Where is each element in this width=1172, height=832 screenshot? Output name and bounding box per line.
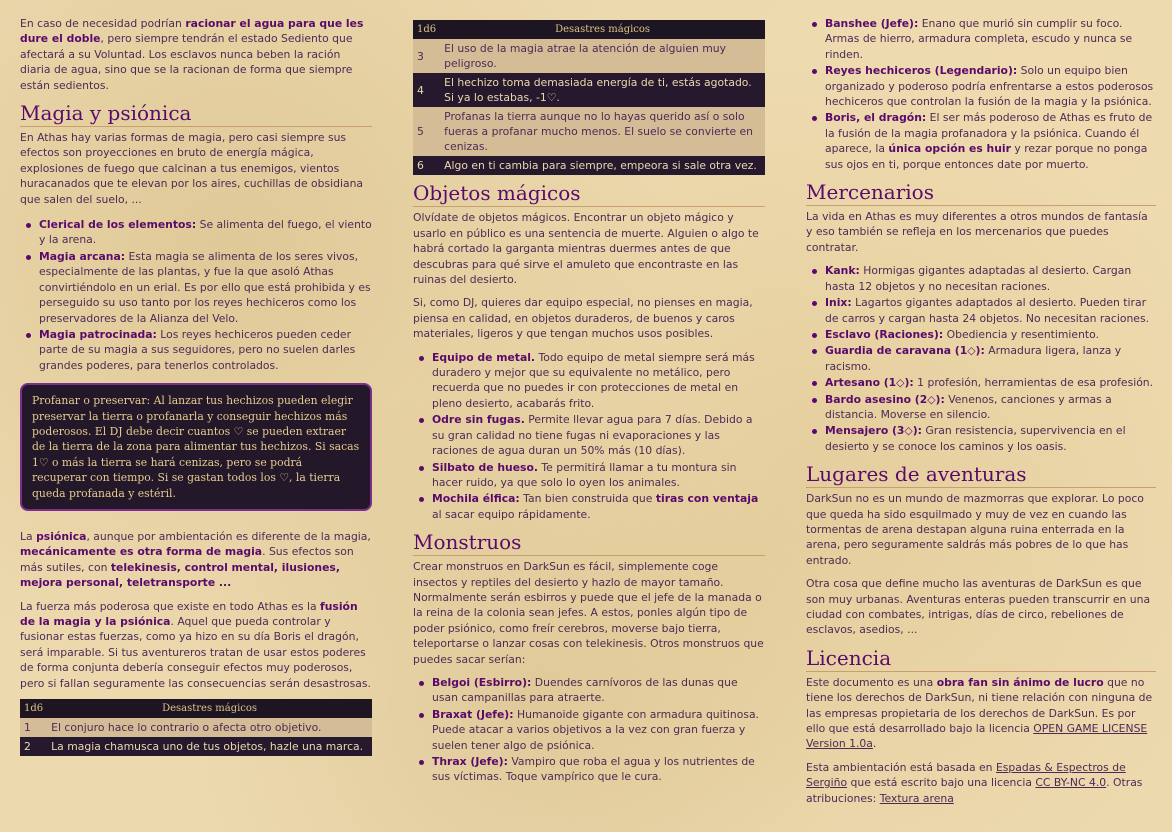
heading-magic-items: Objetos mágicos — [413, 181, 765, 207]
list-item — [825, 295, 1156, 326]
item-text: Enano que murió sin cumplir su foco. Armas de hierro, armadura completa, escudo y nunca se rinden. — [825, 17, 1133, 61]
table-cell-effect: El uso de la magia atrae la atención de alguien muy peligroso. — [440, 39, 765, 73]
item-title: Belgoi (Esbirro): — [432, 675, 532, 689]
column-2 — [413, 20, 765, 793]
list-item — [825, 110, 1156, 172]
table-cell-roll: 4 — [413, 73, 440, 107]
mercenaries-list — [806, 263, 1156, 454]
bold-text: racionar el agua para que les dure el doble — [20, 17, 364, 46]
item-title: Magia arcana: — [39, 249, 126, 263]
item-text: Solo un equipo bien organizado y poderoso podría enfrentarse a estos poderosos hechiceros que controlan la fusión de la magia y la psiónica. — [825, 64, 1154, 109]
fusion-paragraph — [20, 599, 372, 691]
text: La fuerza más poderosa que existe en todo Athas es la — [20, 599, 321, 613]
table-cell-roll: 3 — [413, 39, 440, 73]
list-item — [825, 63, 1156, 109]
list-item — [432, 350, 765, 412]
item-title: Mochila élfica: — [432, 492, 520, 506]
item-text: Se alimenta del fuego, el viento y la arena. — [39, 218, 372, 247]
item-title: Odre sin fugas. — [432, 413, 525, 427]
item-title: Esclavo (Raciones): — [825, 327, 944, 341]
heading-monsters: Monstruos — [413, 530, 765, 556]
table-row — [20, 718, 372, 737]
cc-license-link[interactable]: CC BY-NC 4.0 — [1035, 776, 1107, 790]
text: Esta ambientación está basada en — [806, 760, 996, 774]
callout-text: Al lanzar tus hechizos pueden elegir preservar la tierra o profanarla y conseguir hechizos más poderosos. El DJ debe decir cuantos ♡ se pueden extraer de la tierra de la zona para alimentar tus hechizos. Si sacas 1♡ o más la tierra se hará cenizas, pero se podrá recuperar con tiempo. Si se gastan todos los ♡, la tierra queda profanada y estéril. — [32, 394, 360, 500]
text: que está escrito bajo una licencia — [847, 776, 1036, 790]
list-item — [432, 675, 765, 706]
list-item — [825, 343, 1156, 374]
table-row — [413, 73, 765, 107]
table-row — [413, 107, 765, 156]
item-text: y rezar porque no ponga sus ojos en ti, porque entonces date por muerto. — [825, 142, 1148, 171]
table-cell-roll: 1 — [20, 718, 47, 737]
item-title: Magia patrocinada: — [39, 327, 157, 341]
bold-text: fusión de la magia y la psiónica — [20, 599, 358, 628]
item-title: Guardia de caravana (1◇): — [825, 344, 985, 358]
bold-text: tiras con ventaja — [655, 492, 759, 506]
item-text: Duendes carnívoros de las dunas que usan campanillas para atraerte. — [432, 675, 738, 705]
bold-text: telekinesis, control mental, ilusiones, mejora personal, teletransporte ... — [20, 560, 340, 590]
list-item — [825, 327, 1156, 342]
item-text: Obediencia y resentimiento. — [943, 327, 1099, 341]
text: . Aquel que pueda controlar y fusionar estas fuerzas, como ya hizo en su día Boris el dragón, será imparable. Si tus aventureros tratan de usar estos poderes de forma conjunta debería conseguir efectos muy poderosos, pero si fallan seguramente las consecuencias serán desastrosas. — [20, 615, 371, 690]
item-title: Clerical de los elementos: — [39, 218, 197, 232]
table-cell-effect: El conjuro hace lo contrario o afecta otro objetivo. — [47, 718, 372, 737]
water-paragraph — [20, 16, 372, 93]
list-item — [432, 491, 765, 522]
items-paragraph-1: Olvídate de objetos mágicos. Encontrar un objeto mágico y usarlo en público es una sentencia de muerte. Alguien o algo te habrá cortado la garganta mientras duermes antes de que descubras para qué sirve el amuleto que encontraste en las ruinas del desierto. — [413, 211, 759, 287]
table-header — [20, 699, 372, 718]
magic-list — [20, 217, 372, 373]
callout-title: Profanar o preservar: — [32, 394, 151, 408]
bold-text: psiónica — [36, 529, 87, 543]
sand-texture-link[interactable]: Textura arena — [879, 791, 954, 805]
heading-adventure-places: Lugares de aventuras — [806, 462, 1156, 488]
magic-intro: En Athas hay varias formas de magia, pero casi siempre sus efectos son proyecciones en bruto de energía mágica, explosiones de fuego que calcinan a tus enemigos, vientos huracanados que te elevan por los aires, cuchillas de obsidiana que salen del suelo, ... — [20, 131, 364, 206]
items-paragraph-2: Si, como DJ, quieres dar equipo especial, no pienses en magia, piensa en calidad, en objetos duraderos, de buenos y caros materiales, ligeros y que tengan muchos usos posibles. — [413, 296, 753, 341]
disasters-table-part-1 — [20, 699, 372, 756]
heading-license: Licencia — [806, 646, 1156, 672]
list-item — [432, 460, 765, 491]
table-cell-effect: Algo en ti cambia para siempre, empeora si sale otra vez. — [440, 156, 765, 175]
table-cell-effect: Profanas la tierra aunque no lo hayas querido así o solo fueras a profanar mucho menos. El suelo se convierte en cenizas. — [440, 107, 765, 156]
heading-magic: Magia y psiónica — [20, 101, 372, 127]
item-title: Silbato de hueso. — [432, 460, 538, 474]
table-row — [413, 39, 765, 73]
item-title: Inix: — [825, 296, 852, 310]
item-title: Banshee (Jefe): — [825, 17, 919, 30]
item-text: Todo equipo de metal siempre será más duradero y mejor que su equivalente no metálico, pero recuerda que no puedes ir con protecciones de metal en pleno desierto, acabarás frito. — [432, 350, 755, 410]
list-item — [432, 707, 765, 753]
items-list — [413, 350, 765, 522]
list-item — [825, 16, 1156, 62]
monsters-list — [413, 675, 765, 785]
list-item — [39, 327, 372, 373]
mercenaries-paragraph: La vida en Athas es muy diferentes a otros mundos de fantasía y eso también se refleja en los mercenarios que puedes contratar. — [806, 210, 1148, 254]
text: , aunque por ambientación es diferente de la magia, — [86, 529, 371, 543]
item-text: 1 profesión, herramientas de esa profesión. — [913, 376, 1154, 390]
item-title: Braxat (Jefe): — [432, 707, 514, 721]
bold-text: única opción es huir — [888, 142, 1011, 156]
places-paragraph-1: DarkSun no es un mundo de mazmorras que explorar. Lo poco que queda ha sido esquilmado y muy de vez en cuando las tormentas de arena destapan alguna ruina enterrada en la arena, pero seguramente saldrás más pobres de lo que has entrado. — [806, 492, 1144, 567]
bold-text: obra fan sin ánimo de lucro — [936, 675, 1104, 689]
list-item — [39, 217, 372, 248]
table-header-title: Desastres mágicos — [47, 699, 372, 718]
item-text: Venenos, canciones y armas a distancia. Moverse en silencio. — [825, 392, 1112, 421]
ogl-license-link[interactable]: OPEN GAME LICENSE Version 1.0a — [806, 722, 1148, 751]
attribution-paragraph — [806, 760, 1156, 806]
table-header — [413, 20, 765, 39]
list-item — [39, 249, 372, 326]
psionics-paragraph — [20, 529, 372, 591]
table-header-title: Desastres mágicos — [440, 20, 765, 39]
text: , pero siempre tendrán el estado Sediento que afectará a su Voluntad. Los esclavos nunca beben la ración diaria de agua, sino que se la racionan de forma que siempre están sedientos. — [20, 32, 353, 92]
list-item — [825, 392, 1156, 423]
table-cell-roll: 6 — [413, 156, 440, 175]
table-cell-effect: El hechizo toma demasiada energía de ti, estás agotado. Si ya lo estabas, -1♡. — [440, 73, 765, 107]
text: Este documento es una — [806, 675, 937, 689]
text: La — [20, 529, 37, 543]
list-item — [825, 423, 1156, 454]
item-text: Te permitirá llamar a tu montura sin hacer ruido, ya que solo lo oyen los animales. — [432, 460, 737, 489]
list-item — [432, 754, 765, 785]
item-text: Los reyes hechiceros pueden ceder parte de su magia a sus seguidores, pero no suelen darles grandes poderes, para tenerlos controlados. — [39, 327, 356, 372]
list-item — [825, 375, 1156, 390]
item-title: Reyes hechiceros (Legendario): — [825, 64, 1018, 78]
table-row — [413, 156, 765, 175]
item-text: Hormigas gigantes adaptadas al desierto. Cargan hasta 12 objetos y no necesitan raciones. — [825, 264, 1132, 293]
item-text: al sacar equipo rápidamente. — [432, 507, 591, 521]
table-cell-roll: 5 — [413, 107, 440, 156]
item-text: Armadura ligera, lanza y racismo. — [825, 344, 1122, 373]
text: . Sus efectos son más sutiles, con — [20, 545, 354, 574]
text: . — [872, 737, 877, 751]
text: . Otras atribuciones: — [806, 776, 1143, 805]
monsters-list-continued — [806, 16, 1156, 172]
item-title: Equipo de metal. — [432, 350, 536, 364]
monsters-paragraph: Crear monstruos en DarkSun es fácil, simplemente coge insectos y reptiles del desierto y hazlo de mayor tamaño. Normalmente serán esbirros y puede que el jefe de la manada o la reina de la colonia sean jefes. A estos, ponles algún tipo de poder psiónico, como freír cerebros, moverse bajo tierra, teleportarse o lanzar cosas con telekinesis. Otros monstruos que puedes sacar serían: — [413, 560, 764, 666]
list-item — [825, 263, 1156, 294]
heading-mercenaries: Mercenarios — [806, 180, 1156, 206]
table-cell-effect: La magia chamusca uno de tus objetos, hazle una marca. — [47, 737, 372, 756]
item-text: Vampiro que roba el agua y los nutrientes de sus víctimas. Toque vampírico que le cura. — [432, 755, 755, 784]
disasters-table-part-2 — [413, 20, 765, 175]
list-item — [432, 412, 765, 458]
table-header-die: 1d6 — [413, 20, 440, 39]
text: En caso de necesidad podrían — [20, 17, 186, 30]
item-title: Boris, el dragón: — [825, 111, 927, 125]
bold-text: mecánicamente es otra forma de magia — [20, 545, 263, 559]
item-title: Kank: — [825, 264, 860, 278]
espadas-espectros-link[interactable]: Espadas & Espectros de Sergiño — [806, 760, 1126, 790]
table-row — [20, 737, 372, 756]
item-title: Artesano (1◇): — [825, 376, 914, 390]
column-3 — [806, 16, 1156, 814]
item-title: Thrax (Jefe): — [432, 755, 508, 768]
item-text: Humanoide gigante con armadura quitinosa. Puede atacar a varios objetivos a la vez con gran fuerza y suelen tener algo de psiónica. — [432, 707, 759, 752]
text: que no tiene los derechos de DarkSun, ni tiene relación con ninguna de las empresas propietaria de los derechos de DarkSun. Es por ello que está desarrollado bajo la licencia — [806, 675, 1153, 736]
item-title: Mensajero (3◇): — [825, 424, 922, 438]
item-text: Permite llevar agua para 7 días. Debido a su gran calidad no tiene fugas ni evaporaciones y las raciones de agua duran un 50% más (10 días). — [432, 413, 753, 458]
column-1 — [20, 16, 372, 762]
license-paragraph — [806, 675, 1156, 752]
item-text: Tan bien construida que — [519, 492, 656, 506]
table-header-die: 1d6 — [20, 699, 47, 718]
item-text: El ser más poderoso de Athas es fruto de la fusión de la magia profanadora y la psiónica. Cuando él aparece, la — [825, 111, 1153, 156]
item-text: Esta magia se alimenta de los seres vivos, especialmente de las plantas, y fue la que asoló Athas convirtiéndolo en un erial. Es por ello que está prohibida y es perseguido su uso tanto por los reyes hechiceros como los preservadores de la Alianza del Velo. — [39, 249, 371, 325]
item-text: Gran resistencia, supervivencia en el desierto y se conoce los caminos y los oasis. — [825, 424, 1126, 453]
callout-box — [20, 383, 372, 511]
table-cell-roll: 2 — [20, 737, 47, 756]
item-title: Bardo asesino (2◇): — [825, 392, 945, 406]
item-text: Lagartos gigantes adaptados al desierto. Pueden tirar de carros y cargan hasta 24 objetos. No necesitan raciones. — [825, 296, 1149, 325]
places-paragraph-2: Otra cosa que define mucho las aventuras de DarkSun es que son muy urbanas. Aventuras enteras pueden transcurrir en una ciudad con combates, intrigas, días de circo, rebeliones de esclavos, asedios, ... — [806, 577, 1151, 637]
